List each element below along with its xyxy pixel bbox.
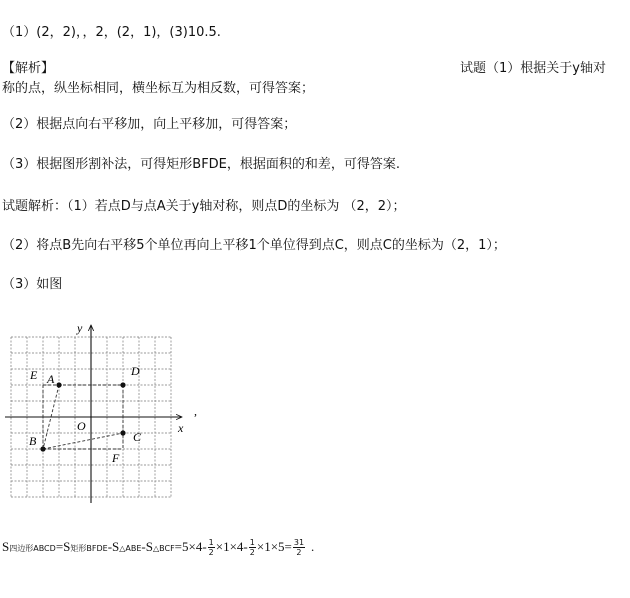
y-axis-label: y [77, 321, 83, 335]
solution-line3: （3）如图 [2, 277, 63, 292]
analysis-part1-cont: 称的点，纵坐标相同，横坐标互为相反数，可得答案； [2, 81, 315, 96]
label-d: D [131, 364, 140, 378]
label-e: E [30, 368, 38, 382]
fraction-2-den: 2 [249, 548, 255, 557]
point-b [40, 446, 45, 451]
label-a: A [47, 372, 55, 386]
formula-sub3: △ABE [119, 544, 142, 553]
fraction-3-den: 2 [296, 548, 302, 557]
x-axis-label: x [178, 421, 184, 435]
formula-sub1: 四边形ABCD [9, 544, 56, 553]
formula-minus1: -S [107, 539, 120, 554]
label-b: B [29, 434, 37, 448]
fraction-1-num: 1 [208, 538, 214, 547]
solution-line2: （2）将点B先向右平移5个单位再向上平移1个单位得到点C，则点C的坐标为（2，1）； [2, 238, 506, 253]
fraction-2-num: 1 [249, 538, 255, 547]
analysis-part2: （2）根据点向右平移加，向上平移加，可得答案； [2, 117, 297, 132]
formula-sub4: △BCF [152, 544, 175, 553]
area-formula [2, 538, 314, 558]
label-c: C [133, 430, 142, 444]
formula-s1: S [2, 539, 10, 554]
fraction-3-num: 31 [293, 538, 305, 547]
formula-sub2: 矩形BFDE [70, 544, 108, 553]
analysis-part1-right: 试题（1）根据关于y轴对 [460, 61, 606, 76]
formula-minus2: -S [141, 539, 153, 554]
fraction-1 [208, 538, 215, 557]
fraction-1-den: 2 [208, 548, 214, 557]
formula-expr3: ×1×5= [256, 539, 292, 554]
analysis-label: 【解析】 [2, 61, 55, 76]
formula-expr1: =5×4- [174, 539, 207, 554]
solution-line1: 试题解析：（1）若点D与点A关于y轴对称，则点D的坐标为 （2，2）； [2, 199, 406, 214]
point-d [120, 382, 125, 387]
formula-expr2: ×1×4- [215, 539, 248, 554]
point-a [56, 382, 61, 387]
formula-end: . [311, 539, 315, 554]
formula-eq1: =S [55, 539, 71, 554]
label-f: F [112, 451, 120, 465]
fraction-2 [249, 538, 256, 557]
analysis-part3: （3）根据图形割补法，可得矩形BFDE，根据面积的和差，可得答案. [2, 157, 401, 172]
answer-line: （1）(2，2)，，2，(2，1)，(3)10.5. [2, 25, 221, 40]
coordinate-figure [0, 315, 240, 510]
figure-trailing-comma: , [194, 404, 197, 418]
point-c [120, 430, 125, 435]
fraction-3 [293, 538, 305, 557]
origin-label: O [77, 419, 86, 433]
